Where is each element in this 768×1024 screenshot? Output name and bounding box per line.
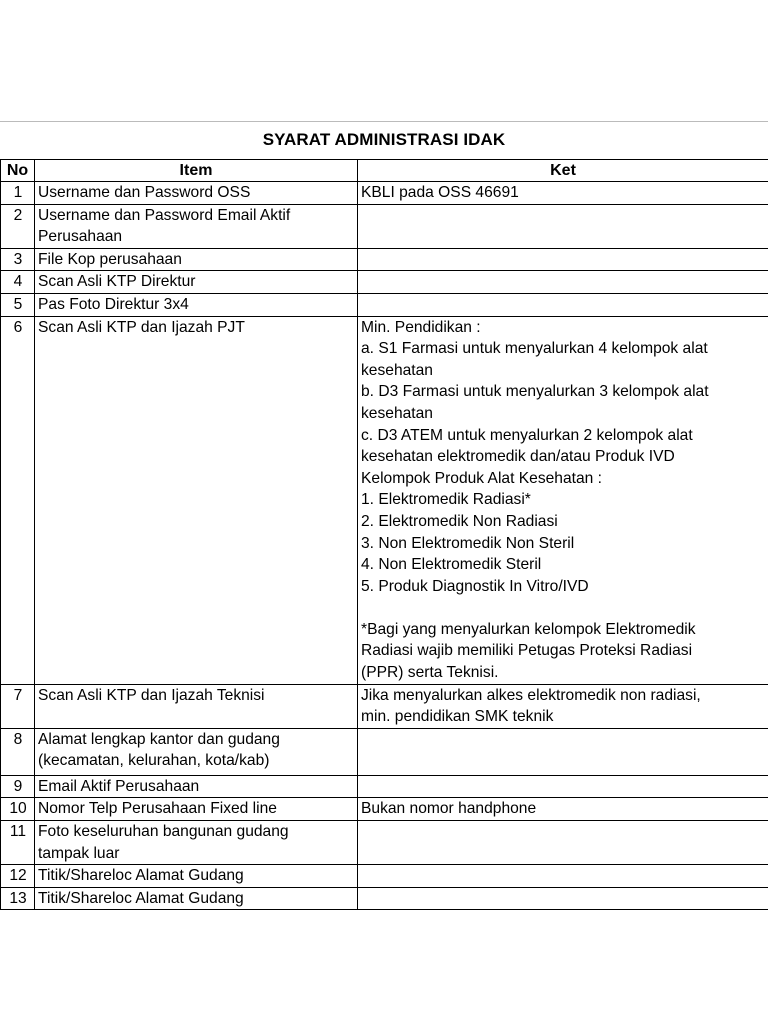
table-row [1, 775, 768, 798]
row-ket [358, 248, 768, 271]
row-ket: Bukan nomor handphone [358, 798, 768, 821]
table-row [1, 798, 768, 821]
table-row [1, 821, 768, 865]
table-row [1, 271, 768, 294]
table-row [1, 204, 768, 248]
row-item: Scan Asli KTP dan Ijazah Teknisi [35, 684, 358, 728]
row-number: 2 [1, 204, 35, 248]
header-row [1, 160, 768, 182]
row-item: Scan Asli KTP Direktur [35, 271, 358, 294]
table-row [1, 248, 768, 271]
requirements-sheet [0, 121, 768, 907]
header-item: Item [35, 160, 358, 182]
row-number: 12 [1, 865, 35, 888]
row-number: 5 [1, 293, 35, 316]
row-number: 9 [1, 775, 35, 798]
row-number: 13 [1, 887, 35, 910]
table-row [1, 728, 768, 775]
row-item: Username dan Password OSS [35, 182, 358, 205]
header-ket: Ket [358, 160, 768, 182]
row-item: Foto keseluruhan bangunan gudang tampak luar [35, 821, 358, 865]
row-ket [358, 775, 768, 798]
row-number: 11 [1, 821, 35, 865]
table-row [1, 293, 768, 316]
row-ket: Min. Pendidikan : a. S1 Farmasi untuk menyalurkan 4 kelompok alat kesehatan b. D3 Farmasi untuk menyalurkan 3 kelompok alat kesehatan c. D3 ATEM untuk menyalurkan 2 kelompok alat kesehatan elektromedik dan/atau Produk IVD Kelompok Produk Alat Kesehatan : 1. Elektromedik Radiasi* 2. Elektromedik Non Radiasi 3. Non Elektromedik Non Steril 4. Non Elektromedik Steril 5. Produk Diagnostik In Vitro/IVD *Bagi yang menyalurkan kelompok Elektromedik Radiasi wajib memiliki Petugas Proteksi Radiasi (PPR) serta Teknisi. [358, 316, 768, 684]
row-item: Nomor Telp Perusahaan Fixed line [35, 798, 358, 821]
row-number: 4 [1, 271, 35, 294]
row-ket [358, 293, 768, 316]
row-item: Titik/Shareloc Alamat Gudang [35, 887, 358, 910]
row-ket [358, 204, 768, 248]
row-item: Titik/Shareloc Alamat Gudang [35, 865, 358, 888]
table-row [1, 684, 768, 728]
row-item: Email Aktif Perusahaan [35, 775, 358, 798]
row-item [35, 728, 358, 775]
row-item: Pas Foto Direktur 3x4 [35, 293, 358, 316]
row-ket: KBLI pada OSS 46691 [358, 182, 768, 205]
requirements-table [0, 159, 768, 910]
row-ket [358, 865, 768, 888]
table-row [1, 182, 768, 205]
row-number: 8 [1, 728, 35, 775]
row-number: 1 [1, 182, 35, 205]
row-number: 7 [1, 684, 35, 728]
row-ket [358, 887, 768, 910]
row-ket [358, 821, 768, 865]
row-ket [358, 271, 768, 294]
row-item: Scan Asli KTP dan Ijazah PJT [35, 316, 358, 684]
table-row [1, 865, 768, 888]
row-item-text: Alamat lengkap kantor dan gudang (kecamatan, kelurahan, kota/kab) [38, 730, 280, 770]
table-row [1, 316, 768, 684]
row-item: Username dan Password Email Aktif Perusahaan [35, 204, 358, 248]
table-row [1, 887, 768, 910]
title-row [0, 121, 768, 160]
row-number: 6 [1, 316, 35, 684]
header-no: No [1, 160, 35, 182]
row-item: File Kop perusahaan [35, 248, 358, 271]
row-ket: Jika menyalurkan alkes elektromedik non radiasi, min. pendidikan SMK teknik [358, 684, 768, 728]
row-number: 10 [1, 798, 35, 821]
document-title: SYARAT ADMINISTRASI IDAK [262, 130, 506, 149]
row-ket [358, 728, 768, 775]
row-number: 3 [1, 248, 35, 271]
